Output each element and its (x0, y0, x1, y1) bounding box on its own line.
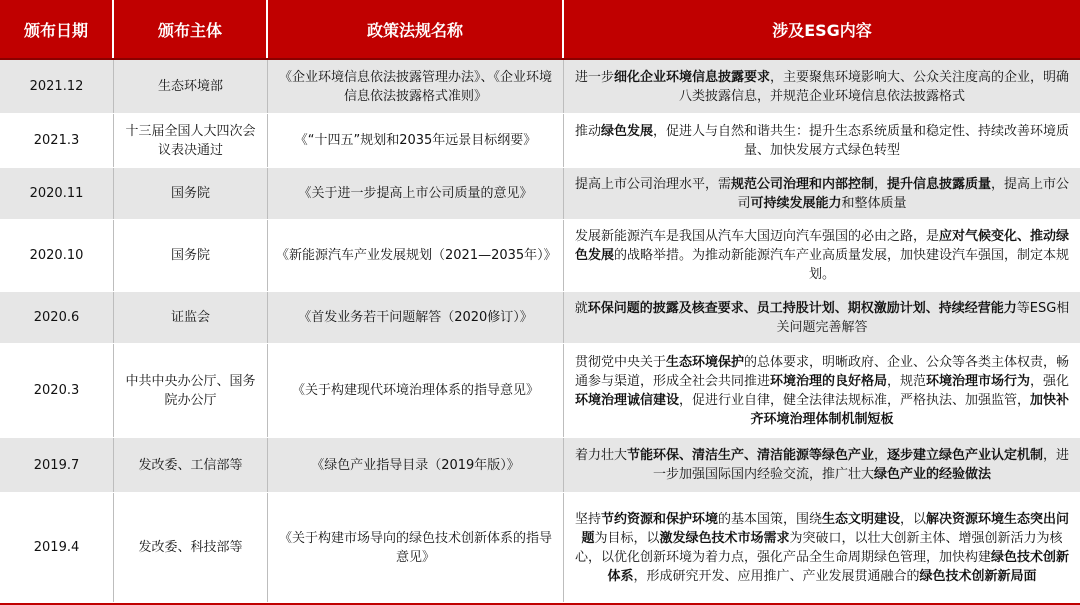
cell-esg (572, 299, 1072, 337)
cell-issuer: 国务院 (114, 220, 268, 291)
cell-policy: 《企业环境信息依法披露管理办法》、《企业环境信息依法披露格式准则》 (268, 60, 564, 113)
esg-bold-text: 绿色技术创新新局面 (919, 568, 1037, 584)
cell-esg (572, 353, 1072, 429)
esg-text: 就 (574, 300, 588, 316)
header-issuer: 颁布主体 (114, 0, 268, 58)
esg-text: 发展新能源汽车是我国从汽车大国迈向汽车强国的必由之路，是 (574, 229, 939, 244)
cell-issuer: 发改委、科技部等 (114, 493, 268, 602)
esg-text: 等ESG相关问题完善解答 (776, 300, 1070, 335)
cell-date: 2020.11 (0, 168, 114, 219)
cell-esg (572, 68, 1072, 106)
cell-date: 2019.7 (0, 438, 114, 492)
esg-bold-text: 逐步建立绿色产业认定机制 (887, 448, 1044, 463)
cell-policy: 《绿色产业指导目录（2019年版）》 (268, 438, 564, 492)
esg-bold-text: 可持续发展能力 (750, 195, 842, 211)
esg-bold-text: 环境治理的良好格局 (769, 373, 887, 389)
esg-text: ，以 (900, 511, 927, 527)
cell-esg (572, 122, 1072, 160)
esg-bold-text: 节能环保、清洁生产、清洁能源等绿色产业 (626, 448, 874, 463)
table-row (0, 168, 1080, 220)
esg-text: 的基本国策，围绕 (717, 511, 822, 527)
cell-policy: 《新能源汽车产业发展规划（2021—2035年）》 (268, 220, 564, 291)
cell-issuer: 十三届全国人大四次会议表决通过 (114, 114, 268, 167)
header-esg: 涉及ESG内容 (772, 20, 872, 40)
cell-issuer: 生态环境部 (114, 60, 268, 113)
header-policy: 政策法规名称 (268, 0, 564, 58)
esg-bold-text: 生态文明建设 (822, 511, 901, 527)
esg-bold-text: 绿色技术创新体系 (607, 549, 1070, 584)
table-row (0, 114, 1080, 168)
esg-text: 提高上市公司治理水平，需 (574, 176, 731, 192)
esg-bold-text: 环境治理诚信建设 (574, 392, 679, 408)
cell-policy: 《关于进一步提高上市公司质量的意见》 (268, 168, 564, 219)
table-row (0, 344, 1080, 438)
esg-text: ，强化 (1030, 373, 1070, 389)
esg-bold-text: 绿色产业的经验做法 (874, 467, 992, 482)
esg-text: ，进一步加强国际国内经验交流，推广壮大 (652, 448, 1070, 482)
esg-text: ，规范 (886, 373, 926, 389)
cell-date: 2019.4 (0, 493, 114, 602)
cell-date: 2021.12 (0, 60, 114, 113)
table-row (0, 220, 1080, 292)
esg-text: 着力壮大 (574, 448, 627, 463)
cell-policy: 《“十四五”规划和2035年远景目标纲要》 (268, 114, 564, 167)
esg-text: ，促进行业自律，健全法律法规标准，严格执法、加强监管， (678, 392, 1030, 408)
esg-bold-text: 环保问题的披露及核查要求、员工持股计划、期权激励计划、持续经营能力 (587, 300, 1017, 316)
esg-bold-text: 生态环境保护 (665, 354, 744, 370)
esg-bold-text: 节约资源和保护环境 (600, 511, 718, 527)
esg-bold-text: 激发绿色技术市场需求 (659, 530, 790, 546)
cell-date: 2021.3 (0, 114, 114, 167)
cell-esg (572, 446, 1072, 484)
header-date: 颁布日期 (0, 0, 114, 58)
esg-bold-text: 规范公司治理和内部控制 (730, 176, 874, 192)
esg-bold-text: 细化企业环境信息披露要求 (613, 69, 770, 85)
esg-text: 为目标，以 (594, 530, 660, 546)
table-row (0, 438, 1080, 493)
cell-esg (572, 227, 1072, 284)
table-row (0, 292, 1080, 344)
esg-text: 的战略举措。为推动新能源汽车产业高质量发展，加快建设汽车强国，制定本规划。 (614, 248, 1070, 282)
esg-text: 进一步 (574, 69, 614, 85)
esg-text: 坚持 (574, 511, 601, 527)
esg-text: 贯彻党中央关于 (574, 354, 666, 370)
esg-text: ，形成研究开发、应用推广、产业发展贯通融合的 (633, 568, 920, 584)
cell-issuer: 国务院 (114, 168, 268, 219)
esg-bold-text: 应对气候变化、推动绿色发展 (574, 229, 1070, 263)
cell-issuer: 证监会 (114, 292, 268, 343)
esg-text: ，促进人与自然和谐共生：提升生态系统质量和稳定性、持续改善环境质量、加快发展方式绿色转型 (653, 123, 1070, 158)
esg-text: 和整体质量 (841, 195, 907, 211)
esg-bold-text: 加快补齐环境治理体制机制短板 (750, 392, 1070, 427)
cell-esg (572, 175, 1072, 213)
esg-bold-text: 解决资源环境生态突出问题 (581, 511, 1070, 546)
esg-text: 的总体要求，明晰政府、企业、公众等各类主体权责，畅通参与渠道，形成全社会共同推进 (574, 354, 1070, 389)
cell-esg (572, 510, 1072, 586)
cell-date: 2020.3 (0, 344, 114, 437)
cell-date: 2020.6 (0, 292, 114, 343)
cell-policy: 《关于构建市场导向的绿色技术创新体系的指导意见》 (268, 493, 564, 602)
esg-bold-text: 环境治理市场行为 (926, 373, 1031, 389)
esg-text: 为突破口，以壮大创新主体、增强创新活力为核心，以优化创新环境为着力点，强化产品全生命周期绿色管理，加快构建 (574, 530, 1063, 565)
cell-policy: 《首发业务若干问题解答（2020修订）》 (268, 292, 564, 343)
cell-issuer: 中共中央办公厅、国务院办公厅 (114, 344, 268, 437)
table-header (0, 0, 1080, 60)
esg-bold-text: 提升信息披露质量 (887, 176, 992, 192)
esg-text: 推动 (574, 123, 601, 139)
table-row (0, 60, 1080, 114)
esg-text: ， (873, 176, 887, 192)
table-row (0, 493, 1080, 603)
cell-policy: 《关于构建现代环境治理体系的指导意见》 (268, 344, 564, 437)
esg-bold-text: 绿色发展 (600, 123, 653, 139)
esg-text: ， (873, 448, 887, 463)
esg-text: ，提高上市公司 (737, 176, 1070, 211)
cell-date: 2020.10 (0, 220, 114, 291)
cell-issuer: 发改委、工信部等 (114, 438, 268, 492)
esg-text: ，主要聚焦环境影响大、公众关注度高的企业，明确八类披露信息，并规范企业环境信息依法披露格式 (678, 69, 1070, 104)
